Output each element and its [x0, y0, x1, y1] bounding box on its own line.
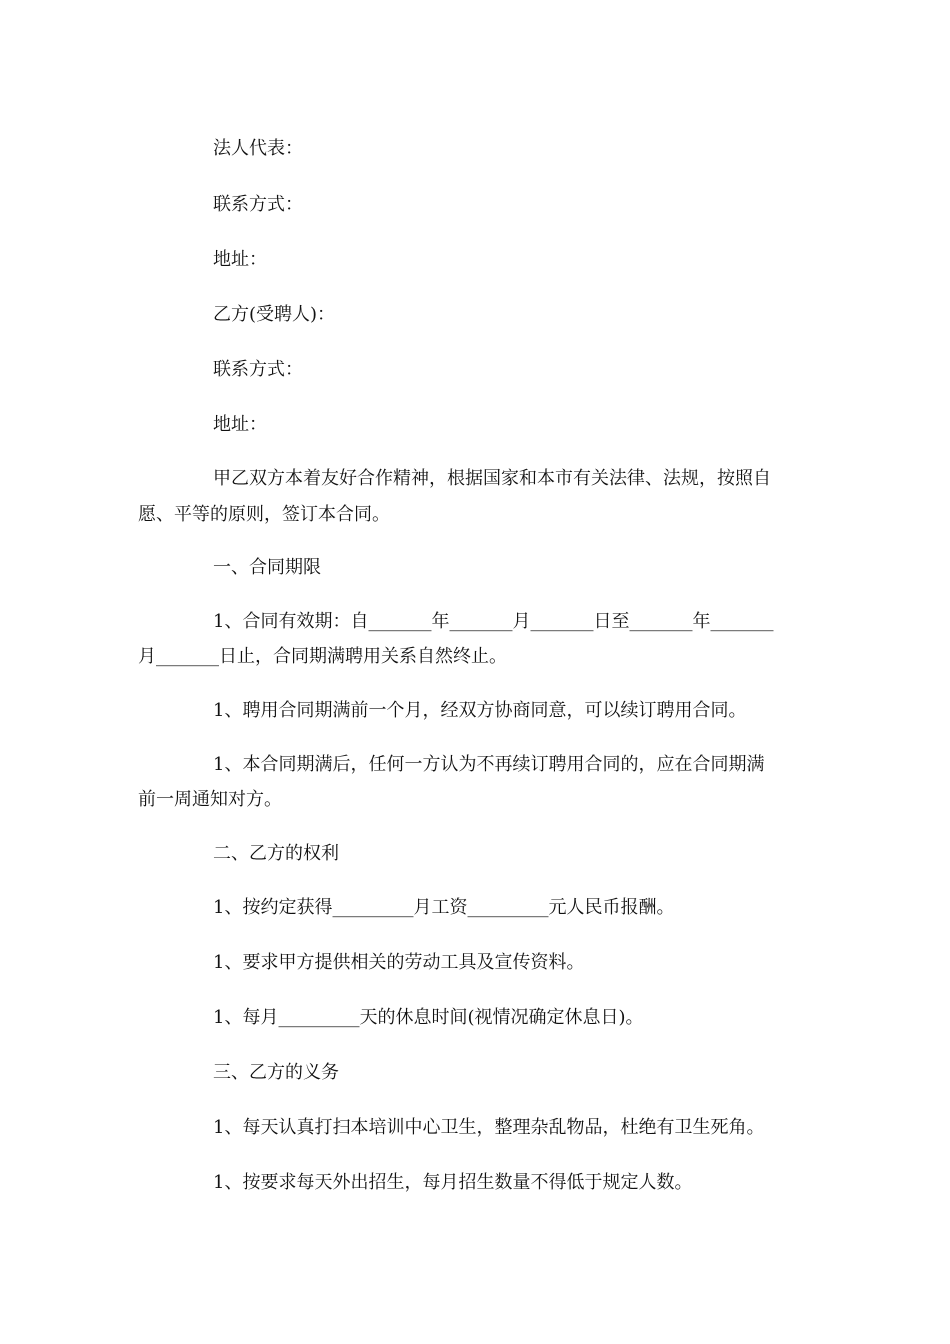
rights-clause-3: 1、每月_________天的休息时间(视情况确定休息日)。	[213, 1007, 644, 1028]
legal-representative-label: 法人代表：	[213, 138, 303, 159]
term-clause-1-line-2: 月_______日止，合同期满聘用关系自然终止。	[138, 646, 507, 667]
term-clause-3-line-2: 前一周通知对方。	[138, 789, 282, 810]
rights-clause-1: 1、按约定获得_________月工资_________元人民币报酬。	[213, 897, 675, 918]
term-clause-3-line-1: 1、本合同期满后，任何一方认为不再续订聘用合同的，应在合同期满	[213, 754, 765, 775]
section-heading-term: 一、合同期限	[213, 557, 321, 578]
party-b-address-label: 地址：	[213, 414, 267, 435]
party-a-contact-label: 联系方式：	[213, 194, 303, 215]
preamble-line-1: 甲乙双方本着友好合作精神，根据国家和本市有关法律、法规，按照自	[213, 468, 771, 489]
party-b-contact-label: 联系方式：	[213, 359, 303, 380]
rights-clause-2: 1、要求甲方提供相关的劳动工具及宣传资料。	[213, 952, 585, 973]
term-clause-1-line-1: 1、合同有效期：自_______年_______月_______日至_______年_______	[213, 611, 774, 632]
party-a-address-label: 地址：	[213, 249, 267, 270]
section-heading-rights: 二、乙方的权利	[213, 843, 339, 864]
term-clause-2: 1、聘用合同期满前一个月，经双方协商同意，可以续订聘用合同。	[213, 700, 747, 721]
preamble-line-2: 愿、平等的原则，签订本合同。	[138, 504, 390, 525]
duties-clause-2: 1、按要求每天外出招生，每月招生数量不得低于规定人数。	[213, 1172, 693, 1193]
section-heading-duties: 三、乙方的义务	[213, 1062, 339, 1083]
party-b-label: 乙方(受聘人)：	[213, 304, 336, 325]
duties-clause-1: 1、每天认真打扫本培训中心卫生，整理杂乱物品，杜绝有卫生死角。	[213, 1117, 765, 1138]
